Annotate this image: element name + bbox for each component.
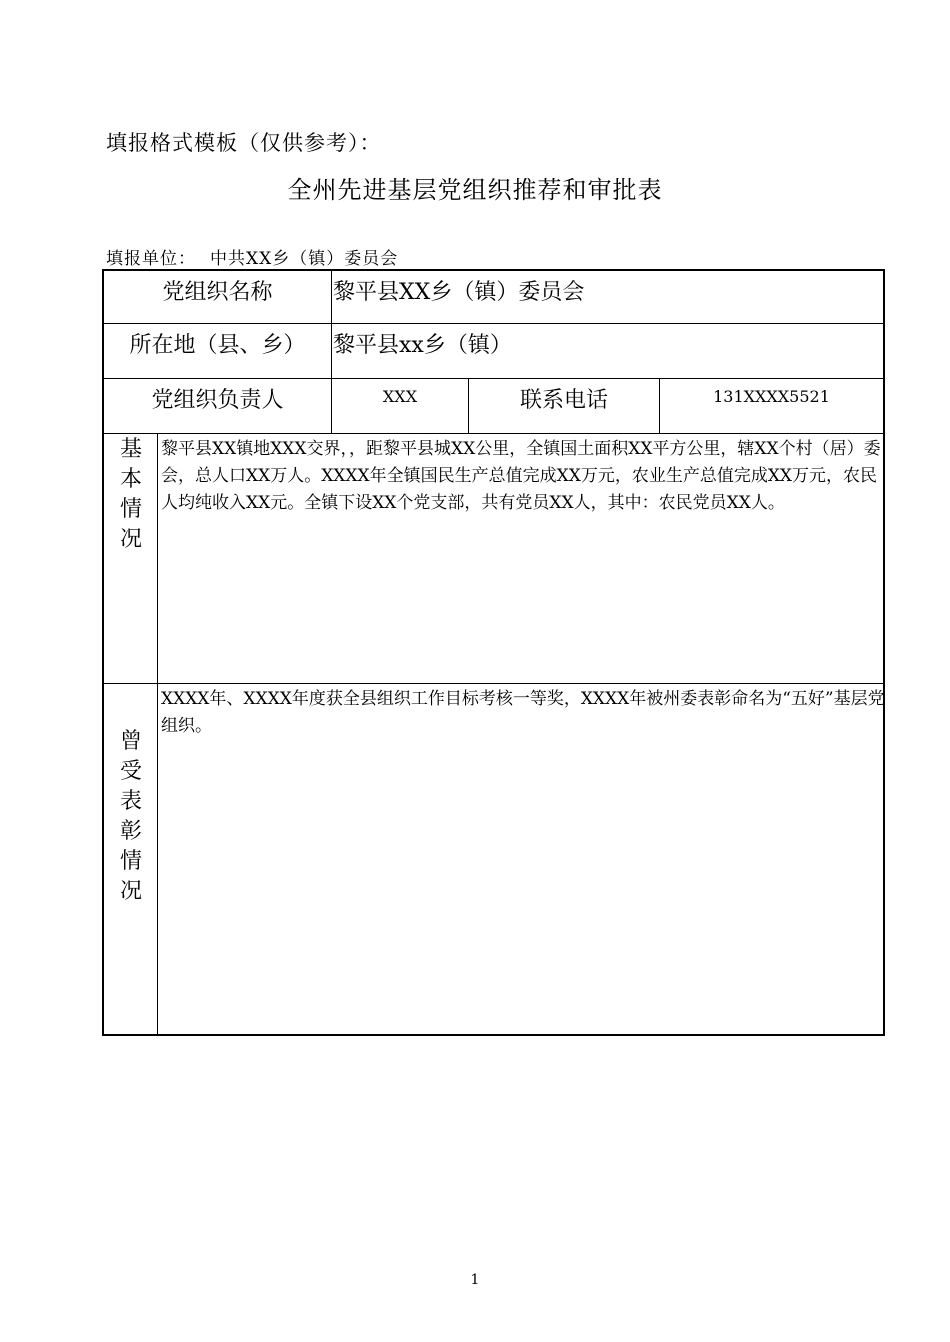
phone-label: 联系电话	[519, 388, 608, 413]
leader-value: XXX	[382, 387, 418, 406]
location-value: 黎平县xx乡（镇）	[333, 333, 512, 358]
basic-situation-label: 基 本 情 况	[119, 437, 142, 552]
org-name-value: 黎平县XX乡（镇）委员会	[333, 280, 585, 305]
column-divider	[157, 433, 158, 1034]
basic-situation-text: 黎平县XX镇地XXX交界，，距黎平县城XX公里，全镇国土面积XX平方公里，辖XX个村（居）委会，总人口XX万人。XXXX年全镇国民生产总值完成XX万元，农业生产总值完成XX万元，农民人均纯收入XX元。全镇下设XX个党支部，共有党员XX人，其中：农民党员XX人。	[161, 439, 881, 513]
reporting-unit-label: 填报单位：	[106, 249, 196, 269]
leader-label: 党组织负责人	[151, 388, 284, 413]
location-label: 所在地（县、乡）	[129, 333, 306, 358]
awards-label: 曾 受 表 彰 情 况	[119, 729, 142, 904]
phone-value: 131XXXX5521	[713, 387, 830, 406]
document-title: 全州先进基层党组织推荐和审批表	[287, 176, 663, 204]
page-number: 1	[470, 1272, 480, 1288]
reporting-unit-value: 中共XX乡（镇）委员会	[210, 249, 399, 269]
approval-form-table	[102, 269, 885, 1036]
awards-text: XXXX年、XXXX年度获全县组织工作目标考核一等奖，XXXX年被州委表彰命名为“五好”基层党组织。	[161, 689, 885, 736]
org-name-label: 党组织名称	[162, 280, 273, 305]
template-note: 填报格式模板（仅供参考）：	[106, 131, 382, 155]
reporting-unit-line	[106, 244, 398, 269]
